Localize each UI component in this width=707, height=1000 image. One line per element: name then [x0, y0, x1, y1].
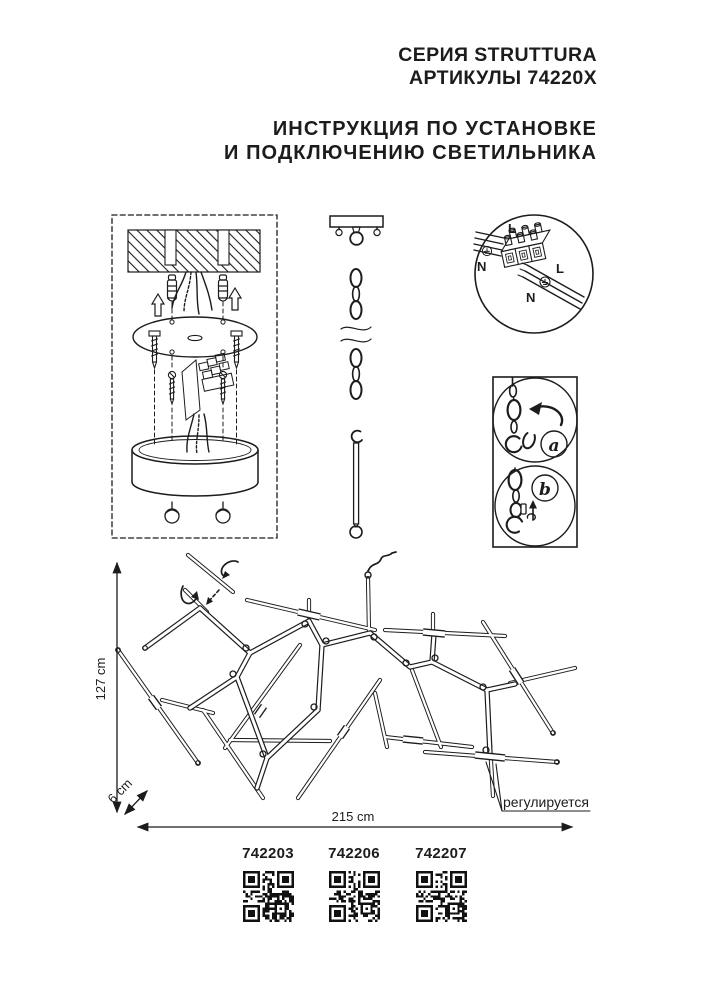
wiring-detail-circle [470, 208, 600, 340]
step-b-label: b [539, 480, 551, 500]
ceiling-hatch [128, 230, 260, 272]
article-number: АРТИКУЛЫ 74220X [409, 67, 597, 89]
drill-hole [165, 230, 176, 265]
dimension-depth [105, 776, 147, 814]
chain-adjust-detail [488, 374, 584, 554]
terminal-block [182, 353, 234, 454]
up-arrow-icon [229, 288, 241, 310]
suspension-rod [350, 431, 362, 538]
adjustable-label: регулируется [503, 794, 589, 810]
ground-icon [482, 246, 491, 255]
height-value: 127 cm [93, 657, 108, 701]
unhook-arrow-icon [527, 500, 537, 520]
power-cord [365, 552, 396, 578]
screw-icon [231, 331, 242, 368]
depth-value: 6 cm [104, 775, 136, 807]
qr-block [328, 845, 380, 922]
qr-block [242, 845, 294, 922]
neutral-label-out: N [526, 290, 536, 305]
dimension-height [93, 563, 117, 812]
instruction-title [224, 117, 597, 165]
mains-wires [172, 272, 212, 314]
wall-plug-icon [219, 275, 228, 301]
hook-icon [352, 431, 362, 443]
open-hook-icon [507, 517, 522, 533]
cap-nut-icon [165, 502, 179, 523]
screw-icon [168, 371, 175, 404]
chandelier-diagram [85, 550, 595, 840]
drill-hole [218, 230, 229, 265]
step-a-label: a [548, 436, 560, 456]
insert-arrow-icon [206, 590, 219, 605]
article-code: 742207 [415, 845, 467, 862]
line-label-out: L [556, 261, 564, 276]
line-label-in: L [508, 221, 516, 236]
qr-code [416, 871, 467, 922]
article-code: 742203 [242, 845, 294, 862]
ground-icon [540, 277, 550, 287]
chandelier-sticks [118, 555, 575, 798]
cap-nut-icon [216, 502, 230, 523]
suspension-chain [341, 269, 371, 399]
detail-a-circle [493, 378, 577, 462]
canopy [132, 436, 258, 496]
screw-icon [149, 331, 160, 368]
adjustable-callout [486, 762, 590, 811]
suspension-parts-diagram [320, 210, 400, 545]
qr-block [415, 845, 467, 922]
header [224, 44, 597, 165]
opened-link-icon [523, 433, 535, 448]
ceiling-bar [330, 216, 383, 245]
article-code: 742206 [328, 845, 380, 862]
qr-code [243, 871, 294, 922]
up-arrow-icon [152, 294, 164, 316]
width-value: 215 cm [331, 809, 375, 824]
instruction-line-2: И ПОДКЛЮЧЕНИЮ СВЕТИЛЬНИКА [223, 142, 597, 164]
terminal-block [497, 221, 555, 268]
open-hook-icon [506, 436, 522, 452]
rotate-arrow-icon [529, 402, 562, 425]
dimension-width [138, 809, 572, 827]
rotation-arrow-icon [221, 561, 238, 579]
chain-links [507, 468, 526, 533]
neutral-label-in: N [477, 259, 487, 274]
qr-code [329, 871, 380, 922]
chain-links [506, 378, 535, 452]
ceiling-mount-diagram [102, 210, 287, 550]
series-title: СЕРИЯ STRUTTURA [398, 44, 597, 66]
instruction-line-1: ИНСТРУКЦИЯ ПО УСТАНОВКЕ [272, 118, 597, 140]
hook-ring [350, 232, 363, 245]
